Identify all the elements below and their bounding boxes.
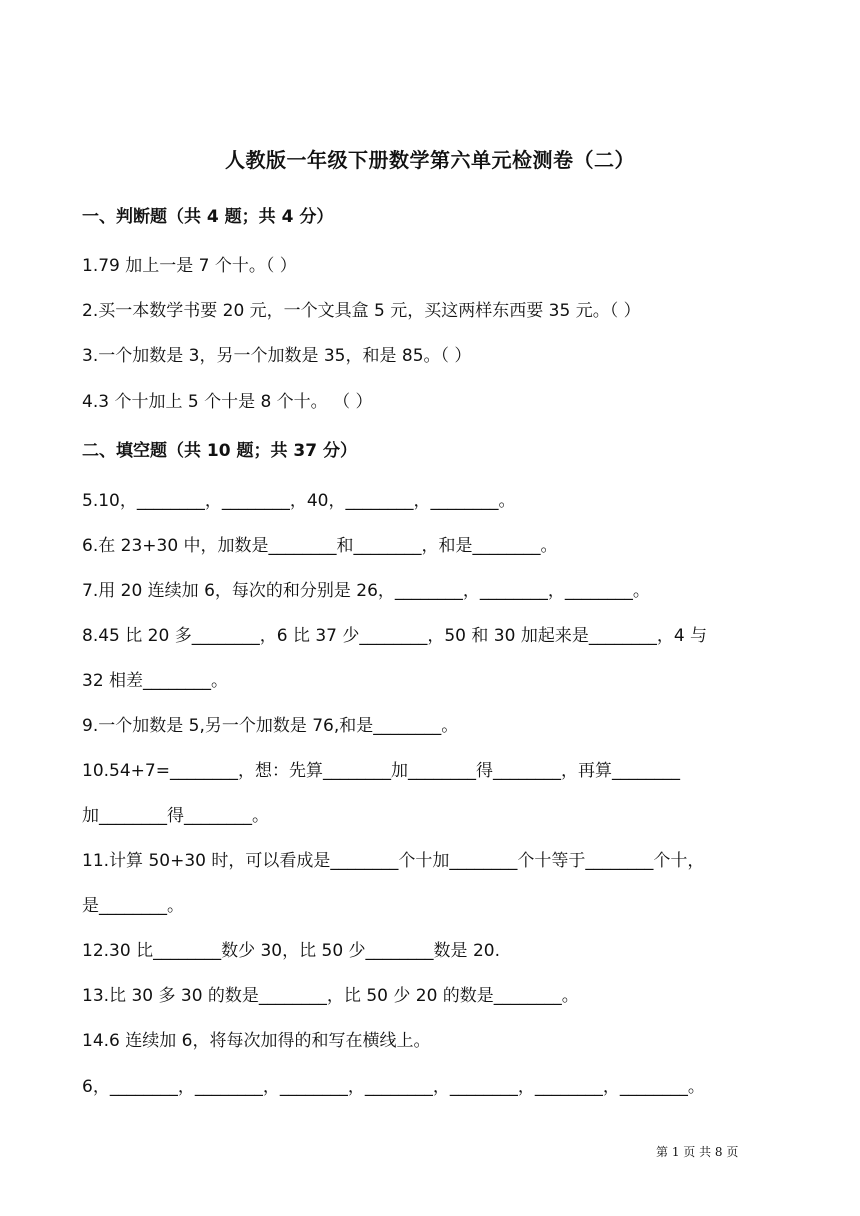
question-10-line-1: 10.54+7=________，想：先算________加________得________，再算________ — [82, 761, 680, 781]
question-14-line-2: 6，________，________，________，________，________，________，________。 — [82, 1077, 705, 1097]
question-4: 4.3 个十加上 5 个十是 8 个十。 （ ） — [82, 392, 373, 412]
question-11-line-2: 是________。 — [82, 896, 184, 916]
question-12: 12.30 比________数少 30，比 50 少________数是 20. — [82, 941, 500, 961]
question-14-line-1: 14.6 连续加 6，将每次加得的和写在横线上。 — [82, 1031, 431, 1051]
question-1: 1.79 加上一是 7 个十。（ ） — [82, 256, 297, 276]
question-13: 13.比 30 多 30 的数是________，比 50 少 20 的数是________。 — [82, 986, 579, 1006]
question-8-line-2: 32 相差________。 — [82, 671, 229, 691]
question-9: 9.一个加数是 5,另一个加数是 76,和是________。 — [82, 716, 459, 736]
question-6: 6.在 23+30 中，加数是________和________，和是________。 — [82, 536, 558, 556]
question-3: 3.一个加数是 3，另一个加数是 35，和是 85。（ ） — [82, 346, 472, 366]
page-footer: 第 1 页 共 8 页 — [656, 1145, 739, 1159]
section-heading-fill-blank: 二、填空题（共 10 题；共 37 分） — [82, 441, 357, 461]
question-5: 5.10，________，________，40，________，________。 — [82, 491, 516, 511]
question-2: 2.买一本数学书要 20 元，一个文具盒 5 元，买这两样东西要 35 元。（ ） — [82, 301, 641, 321]
page-title: 人教版一年级下册数学第六单元检测卷（二） — [225, 148, 635, 172]
question-8-line-1: 8.45 比 20 多________，6 比 37 少________，50 和 30 加起来是________，4 与 — [82, 626, 708, 646]
question-10-line-2: 加________得________。 — [82, 806, 269, 826]
question-11-line-1: 11.计算 50+30 时，可以看成是________个十加________个十等于________个十， — [82, 851, 705, 871]
question-7: 7.用 20 连续加 6，每次的和分别是 26，________，________，________。 — [82, 581, 650, 601]
section-heading-judgment: 一、判断题（共 4 题；共 4 分） — [82, 207, 334, 227]
